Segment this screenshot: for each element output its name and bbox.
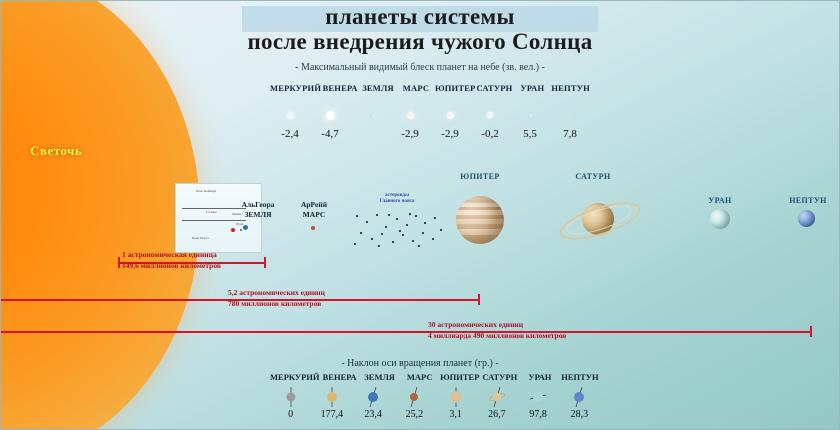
jupiter-planet (456, 196, 504, 244)
tilt-icon-mercury (270, 386, 311, 408)
brightness-header-neptune: НЕПТУН (551, 83, 590, 93)
tilt-header-jupiter: ЮПИТЕР (440, 372, 480, 382)
brightness-value-jupiter: -2,9 (441, 128, 459, 140)
mars-dot (311, 226, 315, 230)
tilt-value-jupiter: 3,1 (449, 409, 462, 420)
brightness-header-venus: ВЕНЕРА (322, 83, 358, 93)
uranus-label: УРАН (708, 196, 732, 205)
brightness-dot-mercury (270, 105, 310, 125)
brightness-value-venus: -4,7 (321, 128, 339, 140)
brightness-header-mars: МАРС (402, 83, 430, 93)
scale-bar-1-km: 149,6 миллионов километров (122, 261, 221, 270)
brightness-header-jupiter: ЮПИТЕР (434, 83, 476, 93)
asteroid-belt-field (352, 212, 444, 248)
inset-earth-dot (231, 228, 235, 232)
brightness-dot-earth (350, 105, 390, 125)
tilt-icon-neptune (559, 386, 600, 408)
brightness-value-earth (350, 128, 390, 140)
scale-bar-2-km: 780 миллионов километров (228, 299, 322, 308)
brightness-dot-neptune (550, 105, 590, 125)
brightness-dot-jupiter (430, 105, 470, 125)
tilt-icon-uranus (518, 386, 559, 408)
asteroid-belt-label: астероиды Главного пояса (379, 193, 415, 204)
brightness-header-saturn: САТУРН (476, 83, 513, 93)
brightness-dot-venus (310, 105, 350, 125)
brightness-header-mercury: МЕРКУРИЙ (270, 83, 322, 93)
scale-bar-2-au: 5,2 астрономических единиц (228, 288, 325, 297)
mars-label-bottom: МАРС (302, 210, 326, 219)
uranus-planet (710, 209, 730, 229)
tilt-value-mercury: 0 (288, 409, 294, 420)
brightness-caption: - Максимальный видимый блеск планет на небе (зв. вел.) - (295, 62, 545, 73)
mars-label-top: АрРейй (300, 200, 328, 209)
page-title-line2: после внедрения чужого Солнца (247, 29, 593, 54)
brightness-dot-mars (390, 105, 430, 125)
tilt-header-uranus: УРАН (528, 372, 552, 382)
tilt-header-venus: ВЕНЕРА (322, 372, 357, 382)
earth-dot (243, 225, 248, 230)
neptune-planet (798, 210, 815, 227)
tilt-icon-saturn (476, 386, 517, 408)
tilt-value-earth: 23,4 (364, 409, 382, 420)
inset-label-1: Пояс Койпера (196, 189, 217, 193)
brightness-value-neptune: 7,8 (563, 128, 577, 140)
brightness-dot-saturn (470, 105, 510, 125)
tilt-header-earth: ЗЕМЛЯ (364, 372, 395, 382)
scale-bar-3-cap-right (810, 326, 812, 337)
tilt-caption: - Наклон оси вращения планет (гр.) - (341, 358, 499, 369)
brightness-value-mercury: -2,4 (281, 128, 299, 140)
scale-bar-3-au: 30 астрономических единиц (428, 320, 524, 329)
tilt-icon-jupiter (435, 386, 476, 408)
brightness-dot-row (270, 105, 590, 125)
page-title-line1: планеты системы (325, 4, 515, 29)
sun-label: Светочь (30, 143, 83, 158)
inset-label-5: Пояс Оорта (192, 236, 209, 240)
tilt-header-saturn: САТУРН (482, 372, 518, 382)
tilt-icon-venus (311, 386, 352, 408)
scale-bar-1-cap-left (118, 257, 120, 268)
scale-bar-1-au: 1 астрономическая единица (122, 250, 217, 259)
tilt-header-mercury: МЕРКУРИЙ (270, 372, 320, 382)
brightness-header-row (270, 83, 590, 93)
tilt-header-mars: МАРС (406, 372, 433, 382)
tilt-header-row (270, 372, 600, 382)
brightness-value-mars: -2,9 (401, 128, 419, 140)
brightness-value-uranus: 5,5 (523, 128, 537, 140)
tilt-value-mars: 25,2 (405, 409, 424, 420)
tilt-header-neptune: НЕПТУН (561, 372, 599, 382)
scale-bar-3-km: 4 миллиарда 490 миллионов километров (428, 331, 567, 340)
inset-label-2: Солнце (206, 210, 217, 214)
inset-label-3: Земля (232, 212, 241, 216)
tilt-value-saturn: 26,7 (488, 409, 506, 420)
brightness-dot-uranus (510, 105, 550, 125)
scale-bar-2-cap-right (478, 294, 480, 305)
tilt-icon-row (270, 386, 600, 408)
jupiter-label: ЮПИТЕР (460, 172, 500, 181)
earth-label-bottom: ЗЕМЛЯ (244, 210, 272, 219)
inset-label-4: Луна (236, 222, 244, 226)
brightness-value-row (270, 128, 590, 140)
neptune-label: НЕПТУН (789, 196, 827, 205)
brightness-value-saturn: -0,2 (481, 128, 499, 140)
brightness-header-earth: ЗЕМЛЯ (362, 83, 394, 93)
scale-bar-3 (0, 331, 812, 333)
tilt-icon-earth (353, 386, 394, 408)
saturn-label: САТУРН (575, 172, 611, 181)
tilt-value-row (270, 409, 600, 420)
tilt-icon-mars (394, 386, 435, 408)
brightness-header-uranus: УРАН (520, 83, 545, 93)
inset-moon-dot (240, 229, 242, 231)
tilt-value-venus: 177,4 (320, 409, 344, 420)
scale-bar-1-cap-right (264, 257, 266, 268)
tilt-value-uranus: 97,8 (529, 409, 547, 420)
tilt-value-neptune: 28,3 (570, 409, 589, 420)
earth-label-top: АльГеора (241, 200, 275, 209)
